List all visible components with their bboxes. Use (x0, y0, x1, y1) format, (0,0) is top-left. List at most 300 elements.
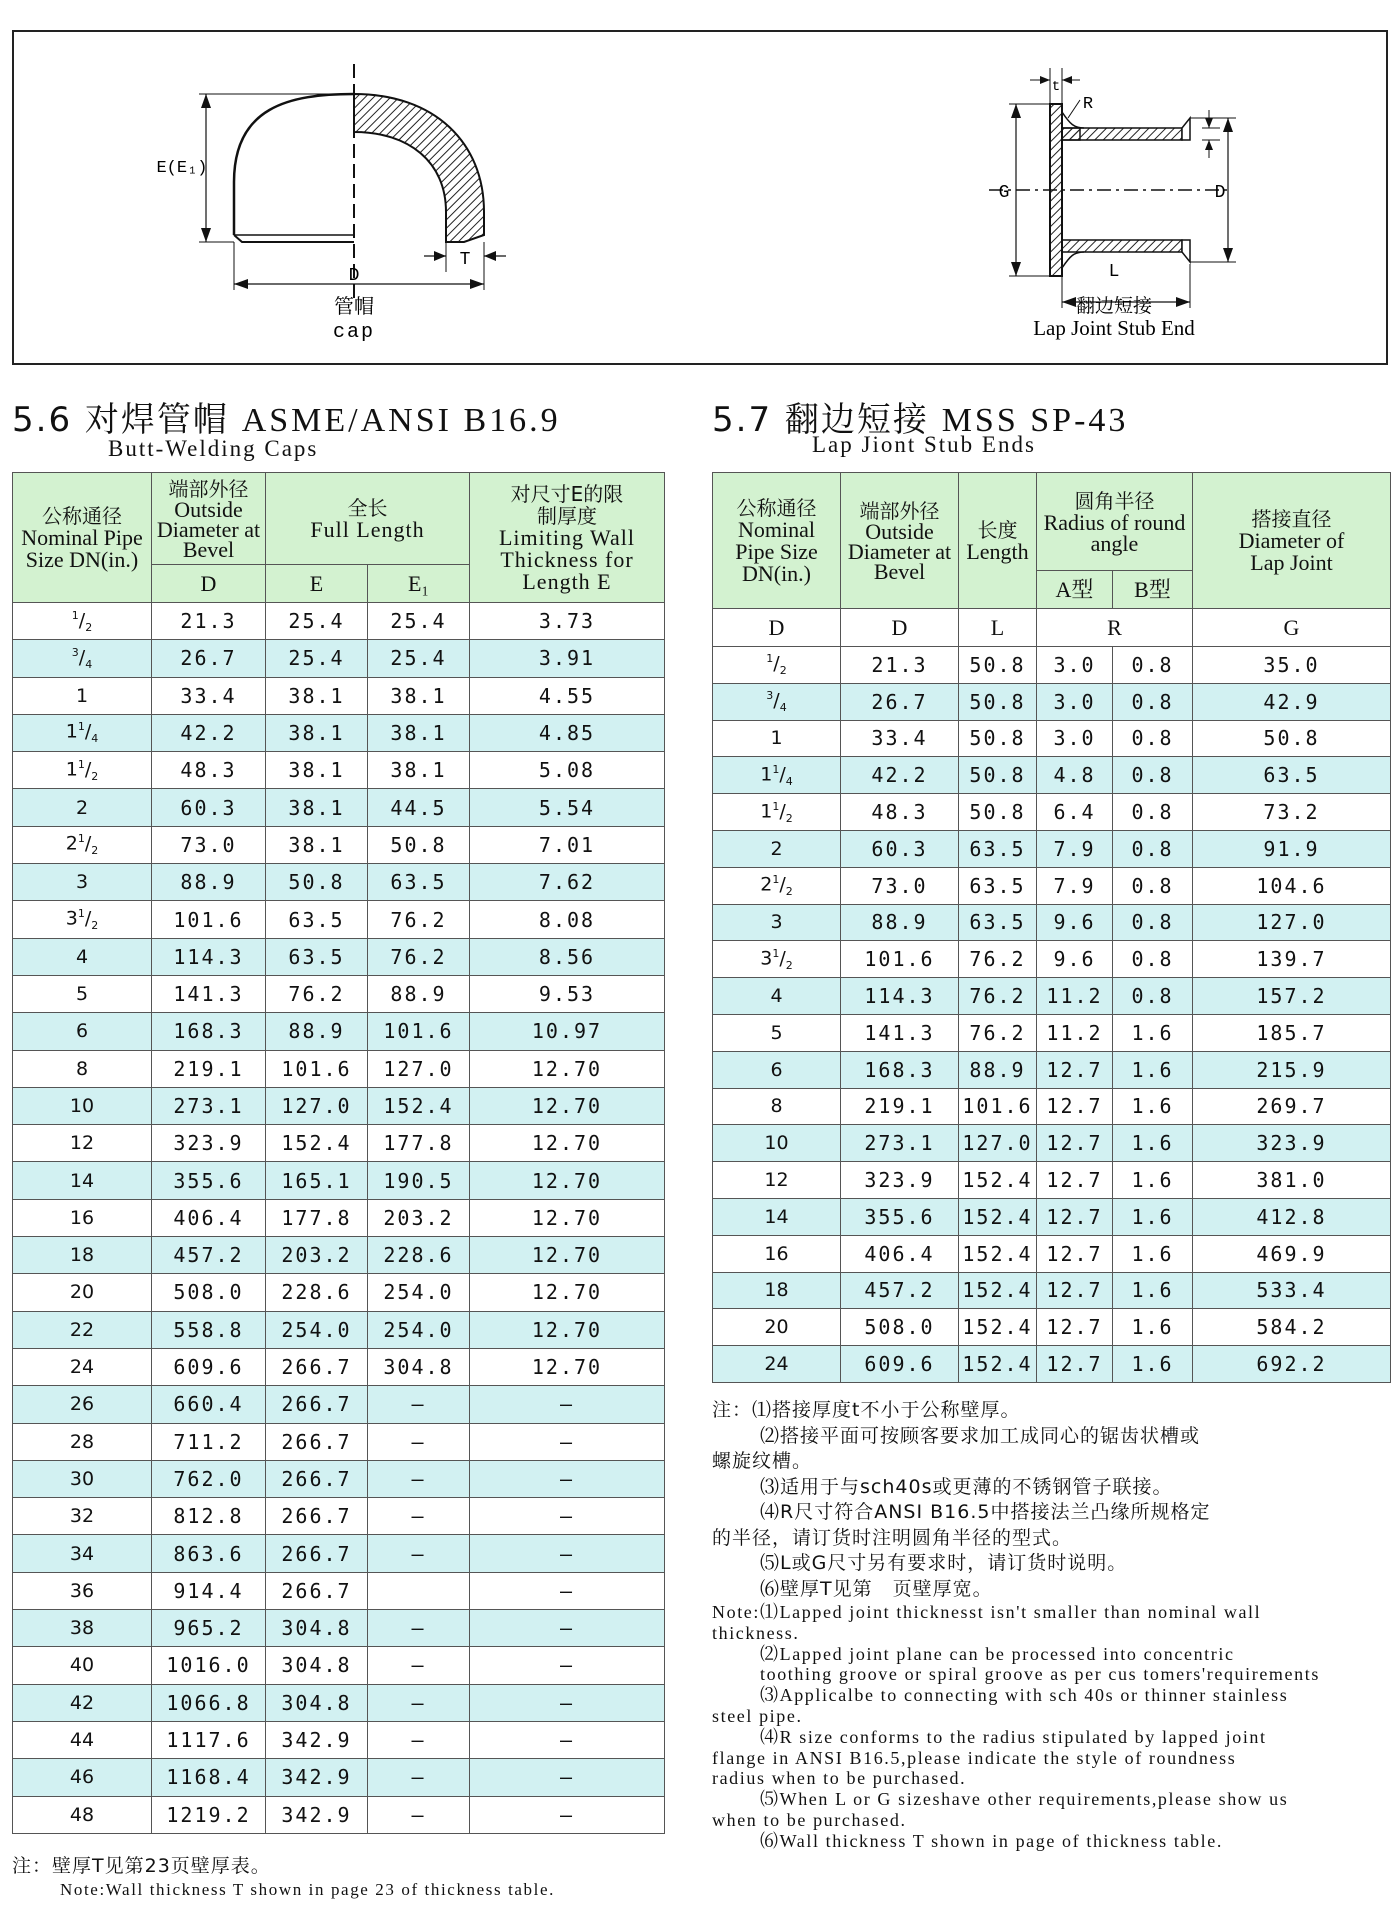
stub-table-body (713, 647, 1391, 1383)
stub-cell-a: 12.7 (1037, 1125, 1113, 1162)
caps-cell-e: 25.4 (266, 640, 368, 677)
caps-cell-d: 1168.4 (152, 1759, 266, 1796)
stub-cell-d: 114.3 (841, 978, 959, 1015)
caps-cell-dn: 1 (13, 677, 152, 714)
caps-row (13, 1535, 665, 1572)
stub-note-en-line: when to be purchased. (712, 1809, 907, 1830)
stub-cell-b: 0.8 (1113, 647, 1193, 684)
caps-row (13, 1274, 665, 1311)
stub-cell-a: 12.7 (1037, 1235, 1113, 1272)
stub-header-d: D (713, 609, 841, 647)
stub-cell-g: 381.0 (1193, 1162, 1391, 1199)
caps-cell-d: 21.3 (152, 603, 266, 640)
caps-cell-e1: 228.6 (368, 1237, 470, 1274)
caps-row (13, 1199, 665, 1236)
stub-cell-d: 48.3 (841, 794, 959, 831)
stub-note-en-line: toothing groove or spiral groove as per cus tomers'requirements (760, 1664, 1320, 1685)
caps-cell-e: 38.1 (266, 714, 368, 751)
caps-row (13, 1386, 665, 1423)
caps-row (13, 975, 665, 1012)
caps-row (13, 1572, 665, 1609)
stub-cell-b: 1.6 (1113, 1014, 1193, 1051)
caps-cell-dn: 6 (13, 1013, 152, 1050)
stub-cell-b: 1.6 (1113, 1125, 1193, 1162)
stub-dim-t: t (1051, 79, 1061, 95)
caps-cell-dn: 4 (13, 938, 152, 975)
caps-cell-t: 5.54 (470, 789, 665, 826)
stub-cell-d: 42.2 (841, 757, 959, 794)
caps-cell-dn: 30 (13, 1460, 152, 1497)
stub-cell-dn: 14 (713, 1198, 841, 1235)
caps-cell-e: 254.0 (266, 1311, 368, 1348)
caps-cell-e1: 38.1 (368, 714, 470, 751)
caps-cell-e: 228.6 (266, 1274, 368, 1311)
caps-cell-dn: 22 (13, 1311, 152, 1348)
caps-cell-t: 4.85 (470, 714, 665, 751)
stub-cell-b: 0.8 (1113, 720, 1193, 757)
stub-dim-g: G (998, 183, 1010, 203)
caps-cell-e1: 254.0 (368, 1274, 470, 1311)
stub-cell-g: 469.9 (1193, 1235, 1391, 1272)
stub-cell-l: 152.4 (959, 1272, 1037, 1309)
caps-cell-dn: 26 (13, 1386, 152, 1423)
stub-subtitle: Lap Jiont Stub Ends (812, 432, 1036, 457)
caps-cell-e: 88.9 (266, 1013, 368, 1050)
stub-row (713, 1051, 1391, 1088)
stub-row (713, 1346, 1391, 1383)
caps-cell-t: 12.70 (470, 1087, 665, 1124)
stub-cell-d: 219.1 (841, 1088, 959, 1125)
caps-row (13, 603, 665, 640)
stub-note-en-line: radius when to be purchased. (712, 1768, 967, 1789)
caps-cell-e: 342.9 (266, 1721, 368, 1758)
stub-cell-d: 406.4 (841, 1235, 959, 1272)
stub-header-lap (1193, 473, 1391, 609)
stub-cell-dn: $2^1/_2$ (713, 867, 841, 904)
stub-header-nominal-zh: 公称通径 (736, 495, 817, 520)
stub-cell-dn: $^3/_4$ (713, 683, 841, 720)
stub-cell-dn: 24 (713, 1346, 841, 1383)
caps-cell-d: 406.4 (152, 1199, 266, 1236)
caps-cell-e: 266.7 (266, 1348, 368, 1385)
stub-header-lap-en: Diameter of Lap Joint (1238, 527, 1345, 575)
caps-header-length-zh: 全长 (347, 495, 388, 520)
caps-row (13, 864, 665, 901)
stub-row (713, 1198, 1391, 1235)
stub-note-en-line: thickness. (712, 1622, 800, 1643)
stub-cell-a: 7.9 (1037, 830, 1113, 867)
caps-row (13, 789, 665, 826)
stub-cell-b: 1.6 (1113, 1346, 1193, 1383)
caps-cell-e1: 304.8 (368, 1348, 470, 1385)
stub-cell-l: 50.8 (959, 647, 1037, 684)
stub-cell-l: 101.6 (959, 1088, 1037, 1125)
stub-cell-a: 9.6 (1037, 904, 1113, 941)
stub-cell-l: 63.5 (959, 830, 1037, 867)
caps-cell-t: 10.97 (470, 1013, 665, 1050)
stub-table (712, 472, 1391, 1383)
caps-cell-d: 73.0 (152, 826, 266, 863)
caps-cell-dn: 16 (13, 1199, 152, 1236)
caps-header-nominal (13, 473, 152, 603)
caps-row (13, 752, 665, 789)
caps-cell-t: 4.55 (470, 677, 665, 714)
caps-cell-e1: 25.4 (368, 640, 470, 677)
stub-cell-g: 215.9 (1193, 1051, 1391, 1088)
caps-row (13, 1050, 665, 1087)
stub-cell-a: 12.7 (1037, 1309, 1113, 1346)
stub-label-en: Lap Joint Stub End (1033, 316, 1195, 340)
cap-dim-t: T (459, 250, 471, 270)
stub-cell-a: 12.7 (1037, 1088, 1113, 1125)
caps-cell-dn: 46 (13, 1759, 152, 1796)
stub-cell-dn: 8 (713, 1088, 841, 1125)
caps-title-std: ASME/ANSI B16.9 (241, 402, 561, 439)
caps-cell-t: – (470, 1721, 665, 1758)
caps-cell-d: 711.2 (152, 1423, 266, 1460)
caps-cell-dn: $3^1/_2$ (13, 901, 152, 938)
caps-cell-e: 165.1 (266, 1162, 368, 1199)
caps-cell-dn: 10 (13, 1087, 152, 1124)
caps-cell-t: 8.08 (470, 901, 665, 938)
caps-cell-dn: 12 (13, 1125, 152, 1162)
caps-row (13, 1423, 665, 1460)
stub-cell-a: 12.7 (1037, 1346, 1113, 1383)
caps-cell-e1: – (368, 1460, 470, 1497)
caps-cell-dn: 48 (13, 1796, 152, 1833)
stub-note-en-line: ⑵Lapped joint plane can be processed into concentric (760, 1643, 1235, 1664)
caps-row (13, 1610, 665, 1647)
stub-cell-a: 11.2 (1037, 1014, 1113, 1051)
caps-cell-dn: 36 (13, 1572, 152, 1609)
stub-note-en-line: ⑹Wall thickness T shown in page of thickness table. (760, 1830, 1223, 1851)
stub-cell-a: 7.9 (1037, 867, 1113, 904)
stub-header-r: R (1037, 609, 1193, 647)
stub-cell-g: 185.7 (1193, 1014, 1391, 1051)
stub-cell-l: 152.4 (959, 1198, 1037, 1235)
caps-cell-e1: – (368, 1721, 470, 1758)
caps-row (13, 677, 665, 714)
stub-cell-l: 50.8 (959, 683, 1037, 720)
caps-cell-d: 42.2 (152, 714, 266, 751)
caps-cell-t: 12.70 (470, 1348, 665, 1385)
stub-cell-dn: 18 (713, 1272, 841, 1309)
caps-cell-e: 304.8 (266, 1610, 368, 1647)
stub-row (713, 978, 1391, 1015)
stub-cell-dn: 12 (713, 1162, 841, 1199)
stub-cell-g: 584.2 (1193, 1309, 1391, 1346)
caps-cell-e1: 88.9 (368, 975, 470, 1012)
cap-dim-d: D (348, 266, 360, 286)
caps-cell-e1: – (368, 1610, 470, 1647)
stub-cell-dn: $1^1/_4$ (713, 757, 841, 794)
stub-cell-d: 101.6 (841, 941, 959, 978)
caps-cell-e1: – (368, 1498, 470, 1535)
caps-cell-d: 48.3 (152, 752, 266, 789)
stub-cell-b: 1.6 (1113, 1235, 1193, 1272)
caps-cell-e1: – (368, 1796, 470, 1833)
caps-cell-e1: – (368, 1535, 470, 1572)
caps-cell-e1: – (368, 1386, 470, 1423)
caps-row (13, 1684, 665, 1721)
caps-cell-e1: 203.2 (368, 1199, 470, 1236)
stub-cell-b: 1.6 (1113, 1272, 1193, 1309)
caps-cell-d: 508.0 (152, 1274, 266, 1311)
caps-cell-t: 8.56 (470, 938, 665, 975)
caps-cell-dn: 44 (13, 1721, 152, 1758)
caps-cell-t: 3.73 (470, 603, 665, 640)
stub-row (713, 1162, 1391, 1199)
stub-header-radius-zh: 圆角半径 (1074, 488, 1155, 513)
caps-row (13, 640, 665, 677)
caps-header-e1: E₁ (368, 565, 470, 603)
caps-cell-t: – (470, 1498, 665, 1535)
caps-cell-t: – (470, 1386, 665, 1423)
caps-cell-e: 266.7 (266, 1535, 368, 1572)
caps-row (13, 1498, 665, 1535)
caps-cell-e: 38.1 (266, 677, 368, 714)
stub-cell-d: 88.9 (841, 904, 959, 941)
caps-section-title (12, 392, 561, 441)
stub-cell-g: 42.9 (1193, 683, 1391, 720)
stub-cell-l: 152.4 (959, 1162, 1037, 1199)
stub-cell-b: 0.8 (1113, 941, 1193, 978)
caps-cell-dn: 40 (13, 1647, 152, 1684)
stub-note-zh-line: 注：⑴搭接厚度t不小于公称壁厚。 (712, 1399, 1021, 1421)
caps-note-en: Note:Wall thickness T shown in page 23 of thickness table. (60, 1879, 555, 1899)
stub-cell-dn: 1 (713, 720, 841, 757)
caps-cell-d: 355.6 (152, 1162, 266, 1199)
caps-cell-t: 12.70 (470, 1199, 665, 1236)
caps-cell-dn: $1^1/_4$ (13, 714, 152, 751)
stub-row (713, 904, 1391, 941)
stub-cell-b: 1.6 (1113, 1309, 1193, 1346)
caps-cell-d: 168.3 (152, 1013, 266, 1050)
caps-cell-e1: 152.4 (368, 1087, 470, 1124)
caps-cell-e: 38.1 (266, 789, 368, 826)
stub-cell-g: 73.2 (1193, 794, 1391, 831)
caps-cell-dn: $2^1/_2$ (13, 826, 152, 863)
stub-row (713, 830, 1391, 867)
stub-header-radius-en: Radius of round angle (1043, 509, 1186, 556)
stub-cell-g: 139.7 (1193, 941, 1391, 978)
stub-header-length (959, 473, 1037, 609)
stub-header-nominal-en: Nominal Pipe Size DN(in.) (735, 516, 818, 586)
stub-header-lap-zh: 搭接直径 (1251, 506, 1332, 531)
stub-dim-r: R (1082, 95, 1094, 114)
caps-cell-d: 1016.0 (152, 1647, 266, 1684)
caps-row (13, 1759, 665, 1796)
caps-cell-d: 33.4 (152, 677, 266, 714)
caps-row (13, 714, 665, 751)
caps-row (13, 1647, 665, 1684)
caps-cell-d: 114.3 (152, 938, 266, 975)
stub-section-number: 5.7 (712, 400, 773, 440)
stub-header-l: D (841, 609, 959, 647)
stub-cell-dn: 3 (713, 904, 841, 941)
stub-header-radius (1037, 473, 1193, 571)
stub-header-length-en: Length (966, 538, 1029, 564)
caps-cell-d: 323.9 (152, 1125, 266, 1162)
caps-cell-t: – (470, 1572, 665, 1609)
stub-cell-d: 168.3 (841, 1051, 959, 1088)
stub-note-zh-line: ⑹壁厚T见第 页壁厚宽。 (760, 1577, 993, 1600)
stub-row (713, 1088, 1391, 1125)
cap-dim-e: E(E₁) (156, 159, 208, 178)
stub-cell-l: 127.0 (959, 1125, 1037, 1162)
stub-cell-g: 104.6 (1193, 867, 1391, 904)
stub-note-en-line: steel pipe. (712, 1705, 803, 1726)
stub-note-en-line: ⑷R size conforms to the radius stipulated by lapped joint (760, 1726, 1267, 1747)
caps-cell-e1: 63.5 (368, 864, 470, 901)
caps-cell-dn: 14 (13, 1162, 152, 1199)
caps-cell-e: 38.1 (266, 752, 368, 789)
caps-cell-dn: 2 (13, 789, 152, 826)
stub-cell-l: 50.8 (959, 720, 1037, 757)
caps-cell-e: 63.5 (266, 901, 368, 938)
stub-note-en-line: ⑶Applicalbe to connecting with sch 40s or thinner stainless (760, 1685, 1289, 1706)
caps-cell-t: – (470, 1610, 665, 1647)
caps-cell-dn: 32 (13, 1498, 152, 1535)
stub-cell-b: 0.8 (1113, 978, 1193, 1015)
diagram-drawings (14, 32, 1390, 367)
stub-cell-a: 3.0 (1037, 720, 1113, 757)
caps-row (13, 1013, 665, 1050)
stub-cell-a: 12.7 (1037, 1198, 1113, 1235)
caps-cell-t: 9.53 (470, 975, 665, 1012)
stub-row (713, 794, 1391, 831)
caps-cell-e1: – (368, 1647, 470, 1684)
stub-cell-dn: 5 (713, 1014, 841, 1051)
caps-cell-e1: – (368, 1759, 470, 1796)
stub-cell-d: 508.0 (841, 1309, 959, 1346)
caps-cell-e: 152.4 (266, 1125, 368, 1162)
caps-cell-e: 266.7 (266, 1423, 368, 1460)
caps-cell-dn: 3 (13, 864, 152, 901)
stub-title-std: MSS SP-43 (941, 402, 1129, 439)
stub-cell-l: 50.8 (959, 757, 1037, 794)
caps-cell-t: – (470, 1647, 665, 1684)
stub-cell-b: 1.6 (1113, 1088, 1193, 1125)
stub-header-od-en: Outside Diameter at Bevel (847, 518, 952, 584)
stub-row (713, 1272, 1391, 1309)
stub-cell-b: 0.8 (1113, 867, 1193, 904)
stub-header-length-zh: 长度 (977, 517, 1018, 542)
caps-cell-e: 63.5 (266, 938, 368, 975)
caps-cell-t: 5.08 (470, 752, 665, 789)
caps-cell-e: 76.2 (266, 975, 368, 1012)
stub-header-g: G (1193, 609, 1391, 647)
caps-cell-d: 762.0 (152, 1460, 266, 1497)
caps-cell-d: 219.1 (152, 1050, 266, 1087)
stub-dim-l: L (1108, 262, 1120, 282)
caps-row (13, 1460, 665, 1497)
caps-cell-t: 3.91 (470, 640, 665, 677)
stub-cell-a: 6.4 (1037, 794, 1113, 831)
stub-cell-dn: 10 (713, 1125, 841, 1162)
stub-notes (712, 1398, 1392, 1852)
caps-cell-d: 88.9 (152, 864, 266, 901)
caps-cell-d: 1117.6 (152, 1721, 266, 1758)
stub-cell-l: 76.2 (959, 1014, 1037, 1051)
stub-cell-d: 60.3 (841, 830, 959, 867)
stub-note-zh-line: ⑵搭接平面可按顾客要求加工成同心的锯齿状槽或 (760, 1424, 1201, 1447)
caps-cell-e: 266.7 (266, 1386, 368, 1423)
caps-header-limit (470, 473, 665, 603)
caps-cell-e: 266.7 (266, 1460, 368, 1497)
caps-row (13, 1237, 665, 1274)
caps-cell-t: – (470, 1423, 665, 1460)
caps-cell-d: 863.6 (152, 1535, 266, 1572)
stub-cell-a: 3.0 (1037, 683, 1113, 720)
stub-cell-g: 533.4 (1193, 1272, 1391, 1309)
caps-row (13, 1087, 665, 1124)
stub-cell-d: 457.2 (841, 1272, 959, 1309)
caps-cell-e: 203.2 (266, 1237, 368, 1274)
caps-cell-e: 304.8 (266, 1684, 368, 1721)
caps-cell-d: 141.3 (152, 975, 266, 1012)
stub-note-zh-line: ⑸L或G尺寸另有要求时，请订货时说明。 (760, 1552, 1128, 1574)
caps-cell-e: 25.4 (266, 603, 368, 640)
stub-cell-a: 4.8 (1037, 757, 1113, 794)
stub-cell-l: 76.2 (959, 978, 1037, 1015)
stub-cell-d: 355.6 (841, 1198, 959, 1235)
cap-label-en: cap (332, 321, 376, 344)
caps-cell-d: 914.4 (152, 1572, 266, 1609)
stub-header-od (841, 473, 959, 609)
caps-cell-e: 38.1 (266, 826, 368, 863)
caps-cell-e: 101.6 (266, 1050, 368, 1087)
caps-header-od-en: Outside Diameter at Bevel (156, 496, 261, 562)
caps-cell-d: 273.1 (152, 1087, 266, 1124)
stub-cell-g: 269.7 (1193, 1088, 1391, 1125)
caps-table (12, 472, 665, 1834)
stub-note-zh-line: ⑶适用于与sch40s或更薄的不锈钢管子联接。 (760, 1475, 1173, 1498)
caps-cell-dn: 20 (13, 1274, 152, 1311)
stub-cell-l: 152.4 (959, 1235, 1037, 1272)
caps-header-od-zh: 端部外径 (168, 476, 249, 501)
caps-cell-d: 558.8 (152, 1311, 266, 1348)
caps-cell-dn: 42 (13, 1684, 152, 1721)
caps-cell-e1: 38.1 (368, 677, 470, 714)
stub-cell-g: 157.2 (1193, 978, 1391, 1015)
stub-cell-a: 12.7 (1037, 1162, 1113, 1199)
stub-header-l-symbol: L (959, 609, 1037, 647)
caps-header-nominal-zh: 公称通径 (42, 503, 122, 528)
caps-cell-e1: 38.1 (368, 752, 470, 789)
stub-header-nominal (713, 473, 841, 609)
stub-cell-b: 0.8 (1113, 794, 1193, 831)
caps-header-od (152, 473, 266, 565)
caps-row (13, 1125, 665, 1162)
caps-cell-d: 965.2 (152, 1610, 266, 1647)
stub-cell-g: 127.0 (1193, 904, 1391, 941)
stub-cell-dn: 20 (713, 1309, 841, 1346)
caps-cell-t: 12.70 (470, 1125, 665, 1162)
stub-cell-d: 73.0 (841, 867, 959, 904)
stub-cell-g: 35.0 (1193, 647, 1391, 684)
stub-row (713, 683, 1391, 720)
stub-cell-b: 0.8 (1113, 830, 1193, 867)
caps-cell-t: 12.70 (470, 1311, 665, 1348)
stub-title-zh: 翻边短接 (784, 400, 929, 440)
stub-cell-dn: $3^1/_2$ (713, 941, 841, 978)
caps-cell-d: 60.3 (152, 789, 266, 826)
caps-cell-e: 304.8 (266, 1647, 368, 1684)
stub-row (713, 647, 1391, 684)
caps-cell-t: 7.01 (470, 826, 665, 863)
caps-cell-d: 26.7 (152, 640, 266, 677)
